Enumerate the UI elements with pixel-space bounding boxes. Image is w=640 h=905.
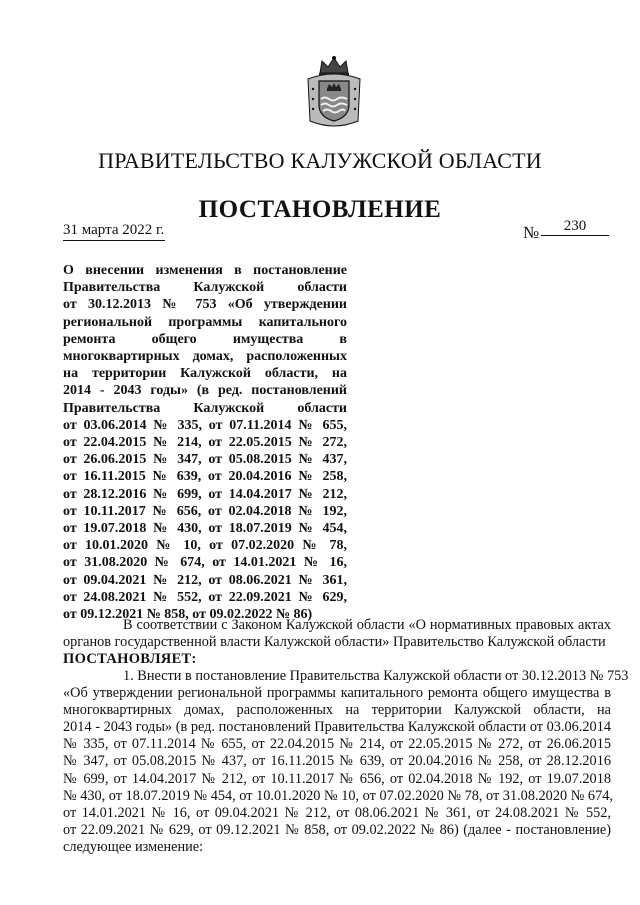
document-date: 31 марта 2022 г. [63,222,165,241]
subject-line: от 10.01.2020 № 10, от 07.02.2020 № 78, [63,538,347,554]
subject-line: от 24.08.2021 № 552, от 22.09.2021 № 629, [63,589,347,605]
coat-of-arms-emblem [302,55,366,131]
subject-line: Правительства Калужской области [63,400,347,416]
subject-line: на территории Калужской области, на [63,366,347,382]
subject-line: от 19.07.2018 № 430, от 18.07.2019 № 454, [63,521,347,537]
item-line: многоквартирных домах, расположенных на территории Калужской области, на [63,702,611,719]
item-line: № 335, от 07.11.2014 № 655, от 22.04.2015 № 214, от 22.05.2015 № 272, от 26.06.2015 [63,736,611,753]
subject-line: от 10.11.2017 № 656, от 02.04.2018 № 192, [63,503,347,519]
preamble-line: В соответствии с Законом Калужской области «О нормативных правовых актах [123,617,611,633]
item-line: от 22.09.2021 № 629, от 09.12.2021 № 858, от 09.02.2022 № 86) (далее - постановление) [63,821,611,838]
subject-line: от 26.06.2015 № 347, от 05.08.2015 № 437, [63,452,347,468]
item-line: № 699, от 14.04.2017 № 212, от 10.11.2017 № 656, от 02.04.2018 № 192, от 19.07.2018 [63,770,611,787]
item-line: 1. Внести в постановление Правительства Калужской области от 30.12.2013 № 753 [123,668,629,684]
subject-line: Правительства Калужской области [63,280,347,296]
item-line: 2014 - 2043 годы» (в ред. постановлений Правительства Калужской области от 03.06.2014 [63,719,611,736]
subject-line: от 16.11.2015 № 639, от 20.04.2016 № 258, [63,469,347,485]
item-line: № 430, от 18.07.2019 № 454, от 10.01.2020 № 10, от 07.02.2020 № 78, от 31.08.2020 № 674, [63,787,613,804]
document-type-title: ПОСТАНОВЛЕНИЕ [198,196,442,223]
item-line: следующее изменение: [63,838,204,855]
subject-line: от 09.04.2021 № 212, от 08.06.2021 № 361, [63,572,347,588]
subject-line: региональной программы капитального [63,314,347,330]
subject-line: от 22.04.2015 № 214, от 22.05.2015 № 272, [63,435,347,451]
government-title: ПРАВИТЕЛЬСТВО КАЛУЖСКОЙ ОБЛАСТИ [98,148,542,173]
subject-line: от 09.12.2021 № 858, от 09.02.2022 № 86) [63,607,313,623]
subject-line: от 28.12.2016 № 699, от 14.04.2017 № 212, [63,486,347,502]
item-line: № 347, от 05.08.2015 № 437, от 16.11.2015 № 639, от 20.04.2016 № 258, от 28.12.2016 [63,753,611,770]
preamble-line: органов государственной власти Калужской области» Правительство Калужской области [63,634,606,651]
document-number: 230 [541,218,609,236]
item-1-paragraph [63,668,629,856]
subject-line: от 30.12.2013 № 753 «Об утверждении [63,297,347,313]
subject-line: ремонта общего имущества в [63,331,347,347]
document-subject [63,262,347,623]
subject-line: О внесении изменения в постановление [63,263,347,278]
subject-line: от 31.08.2020 № 674, от 14.01.2021 № 16, [63,555,347,571]
preamble-paragraph [63,617,611,651]
subject-line: 2014 - 2043 годы» (в ред. постановлений [63,383,347,399]
resolves-heading: ПОСТАНОВЛЯЕТ: [63,651,197,667]
number-label: № [523,223,540,242]
subject-line: от 03.06.2014 № 335, от 07.11.2014 № 655, [63,417,347,433]
subject-line: многоквартирных домах, расположенных [63,349,347,365]
item-line: «Об утверждении региональной программы капитального ремонта общего имущества в [63,685,611,702]
item-line: от 14.01.2021 № 16, от 09.04.2021 № 212, от 08.06.2021 № 361, от 24.08.2021 № 552, [63,804,611,821]
